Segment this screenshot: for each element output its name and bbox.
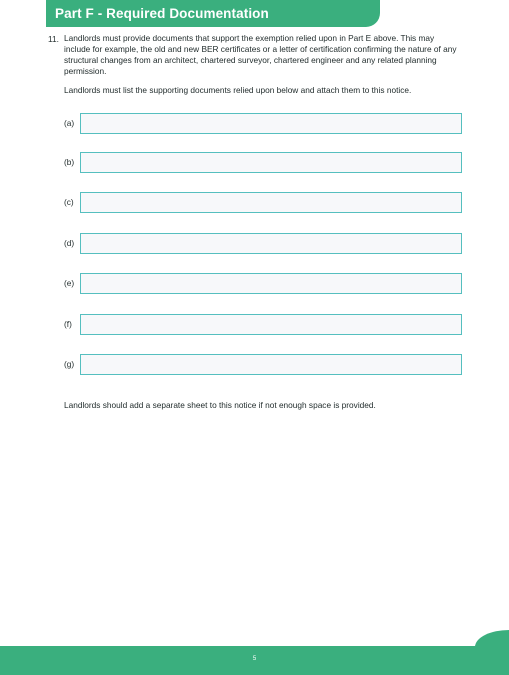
- document-row-d: [0, 233, 509, 254]
- document-field-e[interactable]: [80, 273, 462, 294]
- document-field-a[interactable]: [80, 113, 462, 134]
- document-label: (d): [64, 238, 75, 248]
- document-field-d[interactable]: [80, 233, 462, 254]
- question-text: Landlords must provide documents that support the exemption relied upon in Part E above. This may include for example, the old and new BER certificates or a letter of certification confirming the nature of any structural changes from an architect, chartered surveyor, chartered engineer and any related planning permission.: [64, 33, 457, 76]
- document-row-a: [0, 113, 509, 134]
- document-field-g[interactable]: [80, 354, 462, 375]
- document-field-b[interactable]: [80, 152, 462, 173]
- document-label: (e): [64, 278, 75, 288]
- document-label: (f): [64, 319, 72, 329]
- document-row-g: [0, 354, 509, 375]
- footer-curve: [475, 630, 509, 647]
- document-label: (b): [64, 157, 75, 167]
- section-title: Part F - Required Documentation: [55, 6, 269, 21]
- document-row-b: [0, 152, 509, 173]
- question-instruction: Landlords must list the supporting documents relied upon below and attach them to this notice.: [64, 85, 412, 95]
- document-field-c[interactable]: [80, 192, 462, 213]
- section-header-bar: [46, 0, 380, 27]
- document-label: (a): [64, 118, 75, 128]
- document-row-f: [0, 314, 509, 335]
- document-row-e: [0, 273, 509, 294]
- page-number: 5: [252, 656, 257, 662]
- document-field-f[interactable]: [80, 314, 462, 335]
- document-label: (g): [64, 359, 75, 369]
- document-row-c: [0, 192, 509, 213]
- separate-sheet-note: Landlords should add a separate sheet to this notice if not enough space is provided.: [64, 400, 376, 410]
- question-number: 11.: [48, 34, 59, 44]
- document-label: (c): [64, 197, 74, 207]
